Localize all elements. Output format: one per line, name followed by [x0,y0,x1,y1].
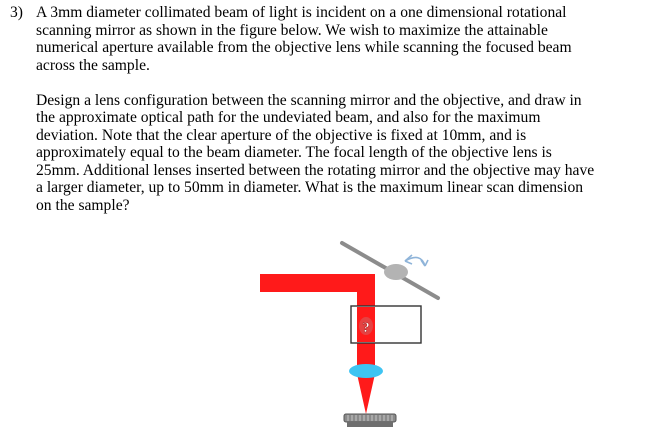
paragraph-2-line: deviation. Note that the clear aperture of the objective is fixed at 10mm, and is [36,126,527,144]
question-number: 3) [10,4,23,21]
paragraph-2-line: on the sample? [36,196,130,214]
objective-lens [349,364,383,378]
paragraph-1-line: scanning mirror as shown in the figure below. We wish to maximize the attainable [36,21,548,39]
optical-setup-figure [255,234,455,436]
paragraph-2-line: 25mm. Additional lenses inserted between the rotating mirror and the objective may have [36,161,595,179]
paragraph-1-line: A 3mm diameter collimated beam of light is incident on a one dimensional rotational [36,4,567,21]
paragraph-2-line: Design a lens configuration between the scanning mirror and the objective, and draw in [36,91,582,109]
deflected-beam [357,274,375,306]
paragraph-2-line: the approximate optical path for the undeviated beam, and also for the maximum [36,109,541,126]
paragraph-1-line: across the sample. [36,56,150,74]
sample-base [347,422,393,427]
optical-setup-svg [255,234,455,436]
question-mark-icon: ? [362,320,370,336]
paragraph-2-line: approximately equal to the beam diameter. The focal length of the objective lens is [36,144,552,161]
paragraph-1-line: numerical aperture available from the objective lens while scanning the focused beam [36,39,572,56]
paragraph-2-line: a larger diameter, up to 50mm in diameter. What is the maximum linear scan dimension [36,179,584,196]
mirror-pivot [384,264,408,280]
focused-cone [357,374,375,414]
question-body [36,4,650,214]
